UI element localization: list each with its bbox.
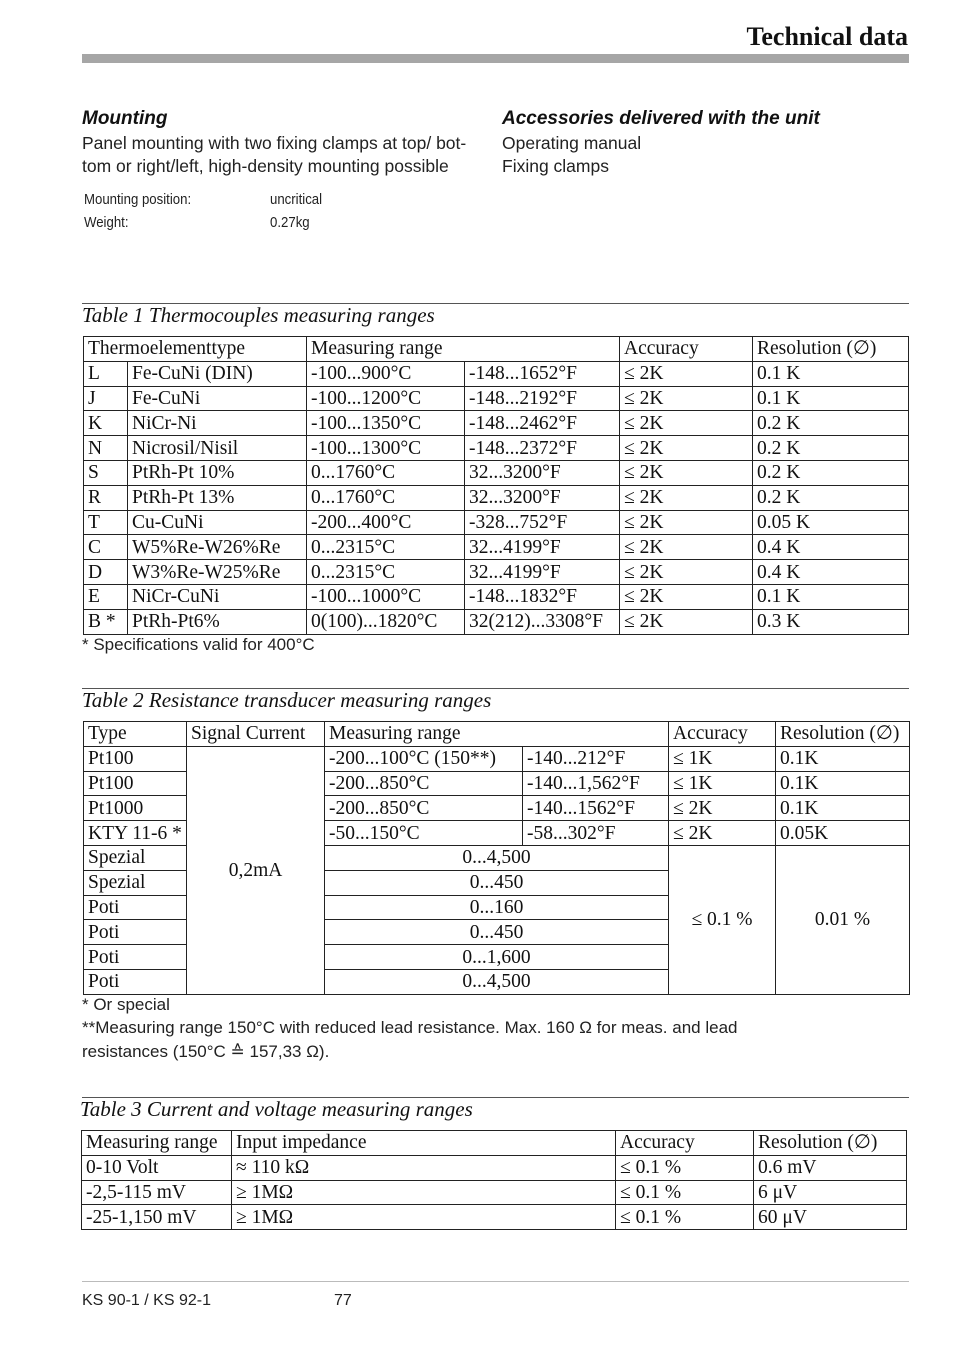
table-header-row	[84, 722, 910, 747]
table-cell: ≤ 2K	[620, 560, 753, 585]
table-cell: 0.2 K	[753, 411, 909, 436]
table-row	[84, 609, 909, 634]
table-cell: -200...400°C	[307, 510, 465, 535]
table-cell: -50...150°C	[325, 821, 523, 846]
table-cell: Fe-CuNi	[128, 386, 307, 411]
table-header-row	[82, 1131, 907, 1156]
table2-footnote-1: * Or special	[82, 995, 170, 1014]
table-cell: 0.2 K	[753, 460, 909, 485]
table-row	[84, 535, 909, 560]
table-cell: 0...450	[325, 920, 669, 945]
mounting-text	[82, 132, 466, 178]
header-cell: Measuring range	[82, 1131, 232, 1156]
table-cell: J	[84, 386, 128, 411]
table-cell: ≤ 1K	[669, 771, 776, 796]
table-cell: 0(100)...1820°C	[307, 609, 465, 634]
table-cell: ≤ 2K	[620, 485, 753, 510]
table-cell: -140...212°F	[523, 746, 669, 771]
table-cell: 0.4 K	[753, 535, 909, 560]
weight-label: Weight:	[84, 214, 129, 231]
table-cell: PtRh-Pt 10%	[128, 460, 307, 485]
table-cell: 0...2315°C	[307, 560, 465, 585]
table-cell: -58...302°F	[523, 821, 669, 846]
table-cell: 0...450	[325, 870, 669, 895]
accessories-heading: Accessories delivered with the unit	[502, 108, 820, 129]
table-cell: 0.2 K	[753, 485, 909, 510]
table-cell: 0.1 K	[753, 584, 909, 609]
table-cell: Pt100	[84, 771, 187, 796]
table-cell: PtRh-Pt6%	[128, 609, 307, 634]
table-cell: 6 μV	[754, 1180, 907, 1205]
header-cell: Measuring range	[307, 337, 620, 362]
table-cell: ≤ 2K	[669, 796, 776, 821]
table-cell: Nicrosil/Nisil	[128, 436, 307, 461]
table-cell: ≤ 2K	[620, 584, 753, 609]
table-cell: 32...4199°F	[465, 560, 620, 585]
table-cell: -148...2372°F	[465, 436, 620, 461]
table-cell: Poti	[84, 945, 187, 970]
table2-footnote-2: **Measuring range 150°C with reduced lead resistance. Max. 160 Ω for meas. and lead	[82, 1018, 738, 1037]
header-cell: Type	[84, 722, 187, 747]
table-cell: -140...1562°F	[523, 796, 669, 821]
footer-model: KS 90-1 / KS 92-1	[82, 1292, 211, 1309]
table-cell: Spezial	[84, 845, 187, 870]
header-cell: Resolution (∅)	[754, 1131, 907, 1156]
table-cell: -100...1200°C	[307, 386, 465, 411]
table-cell: 0.1K	[776, 796, 910, 821]
table-cell: 0...1760°C	[307, 485, 465, 510]
table-cell: Poti	[84, 920, 187, 945]
accessories-list	[502, 132, 641, 178]
table-cell: ≥ 1MΩ	[232, 1205, 616, 1230]
table-cell: 0...4,500	[325, 845, 669, 870]
header-cell: Signal Current	[187, 722, 325, 747]
header-cell: Resolution (∅)	[753, 337, 909, 362]
table-cell: -148...2462°F	[465, 411, 620, 436]
table-cell: D	[84, 560, 128, 585]
table-cell: K	[84, 411, 128, 436]
page-title: Technical data	[746, 22, 908, 51]
table-cell: -2,5-115 mV	[82, 1180, 232, 1205]
table3	[81, 1130, 907, 1230]
header-cell: Input impedance	[232, 1131, 616, 1156]
header-cell: Accuracy	[620, 337, 753, 362]
table-cell: 0.2 K	[753, 436, 909, 461]
table-cell: 0...2315°C	[307, 535, 465, 560]
table2-caption: Table 2 Resistance transducer measuring ranges	[82, 688, 492, 712]
table-cell: ≤ 2K	[620, 436, 753, 461]
table-cell: ≈ 110 kΩ	[232, 1155, 616, 1180]
table-cell: 32...3200°F	[465, 485, 620, 510]
table-row	[84, 510, 909, 535]
signal-current-cell: 0,2mA	[187, 746, 325, 994]
table-cell: Fe-CuNi (DIN)	[128, 361, 307, 386]
table-cell: E	[84, 584, 128, 609]
mounting-text-line2: tom or right/left, high-density mounting possible	[82, 156, 449, 176]
table-cell: 0.1K	[776, 771, 910, 796]
table-cell: ≤ 0.1 %	[616, 1180, 754, 1205]
header-cell: Accuracy	[616, 1131, 754, 1156]
table-cell: 0.6 mV	[754, 1155, 907, 1180]
table-cell: 0...4,500	[325, 969, 669, 994]
mounting-text-line1: Panel mounting with two fixing clamps at top/ bot-	[82, 133, 467, 153]
table2	[83, 721, 910, 995]
accessory-item: Fixing clamps	[502, 156, 609, 176]
table-cell: -200...850°C	[325, 771, 523, 796]
merged-resolution-cell: 0.01 %	[776, 845, 910, 994]
table-cell: Pt1000	[84, 796, 187, 821]
page-number: 77	[334, 1292, 352, 1309]
table-cell: Cu-CuNi	[128, 510, 307, 535]
table-cell: -200...850°C	[325, 796, 523, 821]
header-bar	[82, 54, 909, 63]
table-cell: C	[84, 535, 128, 560]
accessory-item: Operating manual	[502, 133, 642, 153]
table-cell: B *	[84, 609, 128, 634]
table-cell: 0.1 K	[753, 386, 909, 411]
table-cell: 0.05K	[776, 821, 910, 846]
table-cell: 0.4 K	[753, 560, 909, 585]
table-cell: Poti	[84, 895, 187, 920]
table-cell: NiCr-Ni	[128, 411, 307, 436]
table1	[83, 336, 909, 635]
mounting-position-label: Mounting position:	[84, 191, 192, 208]
table-row	[84, 460, 909, 485]
table-row	[84, 485, 909, 510]
table-cell: ≤ 2K	[669, 821, 776, 846]
table-row	[84, 560, 909, 585]
mounting-heading: Mounting	[82, 108, 168, 129]
table-cell: -148...2192°F	[465, 386, 620, 411]
table-cell: Poti	[84, 969, 187, 994]
table-cell: 0.1 K	[753, 361, 909, 386]
table-cell: Pt100	[84, 746, 187, 771]
table-cell: ≤ 0.1 %	[616, 1205, 754, 1230]
table-row	[84, 436, 909, 461]
table-cell: ≤ 2K	[620, 386, 753, 411]
table-row	[82, 1155, 907, 1180]
table-cell: S	[84, 460, 128, 485]
table-cell: 0...1,600	[325, 945, 669, 970]
table-cell: 32(212)...3308°F	[465, 609, 620, 634]
mounting-position-value: uncritical	[270, 191, 323, 208]
table2-footnote-3: resistances (150°C ≙ 157,33 Ω).	[82, 1042, 330, 1061]
table-cell: -25-1,150 mV	[82, 1205, 232, 1230]
table-cell: T	[84, 510, 128, 535]
table-cell: L	[84, 361, 128, 386]
table-cell: -148...1832°F	[465, 584, 620, 609]
header-cell: Resolution (∅)	[776, 722, 910, 747]
table-cell: ≤ 0.1 %	[616, 1155, 754, 1180]
table-cell: 32...3200°F	[465, 460, 620, 485]
header-cell: Thermoelementtype	[84, 337, 307, 362]
header-cell: Measuring range	[325, 722, 669, 747]
table-cell: R	[84, 485, 128, 510]
table-cell: ≤ 1K	[669, 746, 776, 771]
table-cell: 0...1760°C	[307, 460, 465, 485]
table-row	[84, 361, 909, 386]
table-cell: ≤ 2K	[620, 361, 753, 386]
table1-footnote: * Specifications valid for 400°C	[82, 635, 315, 654]
table-cell: W5%Re-W26%Re	[128, 535, 307, 560]
table-row	[82, 1205, 907, 1230]
table-cell: -100...1000°C	[307, 584, 465, 609]
table-cell: 0...160	[325, 895, 669, 920]
table-cell: ≤ 2K	[620, 460, 753, 485]
table-cell: KTY 11-6 *	[84, 821, 187, 846]
table-cell: 0.3 K	[753, 609, 909, 634]
table-cell: 0-10 Volt	[82, 1155, 232, 1180]
table-cell: 60 μV	[754, 1205, 907, 1230]
table-cell: -148...1652°F	[465, 361, 620, 386]
table-cell: ≤ 2K	[620, 510, 753, 535]
table-cell: Spezial	[84, 870, 187, 895]
table-row	[82, 1180, 907, 1205]
table-cell: ≤ 2K	[620, 535, 753, 560]
table-cell: N	[84, 436, 128, 461]
table-cell: -328...752°F	[465, 510, 620, 535]
table-cell: -200...100°C (150**)	[325, 746, 523, 771]
merged-accuracy-cell: ≤ 0.1 %	[669, 845, 776, 994]
weight-value: 0.27kg	[270, 214, 310, 231]
table-cell: ≤ 2K	[620, 411, 753, 436]
table-cell: W3%Re-W25%Re	[128, 560, 307, 585]
table-cell: 0.1K	[776, 746, 910, 771]
header-cell: Accuracy	[669, 722, 776, 747]
table-cell: -100...900°C	[307, 361, 465, 386]
table-row	[84, 584, 909, 609]
table-cell: -140...1,562°F	[523, 771, 669, 796]
table-cell: -100...1350°C	[307, 411, 465, 436]
table-cell: 0.05 K	[753, 510, 909, 535]
footer-rule	[82, 1281, 909, 1282]
table-cell: NiCr-CuNi	[128, 584, 307, 609]
table-row	[84, 386, 909, 411]
table-row	[84, 411, 909, 436]
table-cell: PtRh-Pt 13%	[128, 485, 307, 510]
table3-caption: Table 3 Current and voltage measuring ranges	[80, 1097, 473, 1121]
table-cell: -100...1300°C	[307, 436, 465, 461]
table-header-row	[84, 337, 909, 362]
table1-caption: Table 1 Thermocouples measuring ranges	[82, 303, 435, 327]
table-row	[84, 746, 910, 771]
table-cell: ≥ 1MΩ	[232, 1180, 616, 1205]
table-cell: ≤ 2K	[620, 609, 753, 634]
table-cell: 32...4199°F	[465, 535, 620, 560]
